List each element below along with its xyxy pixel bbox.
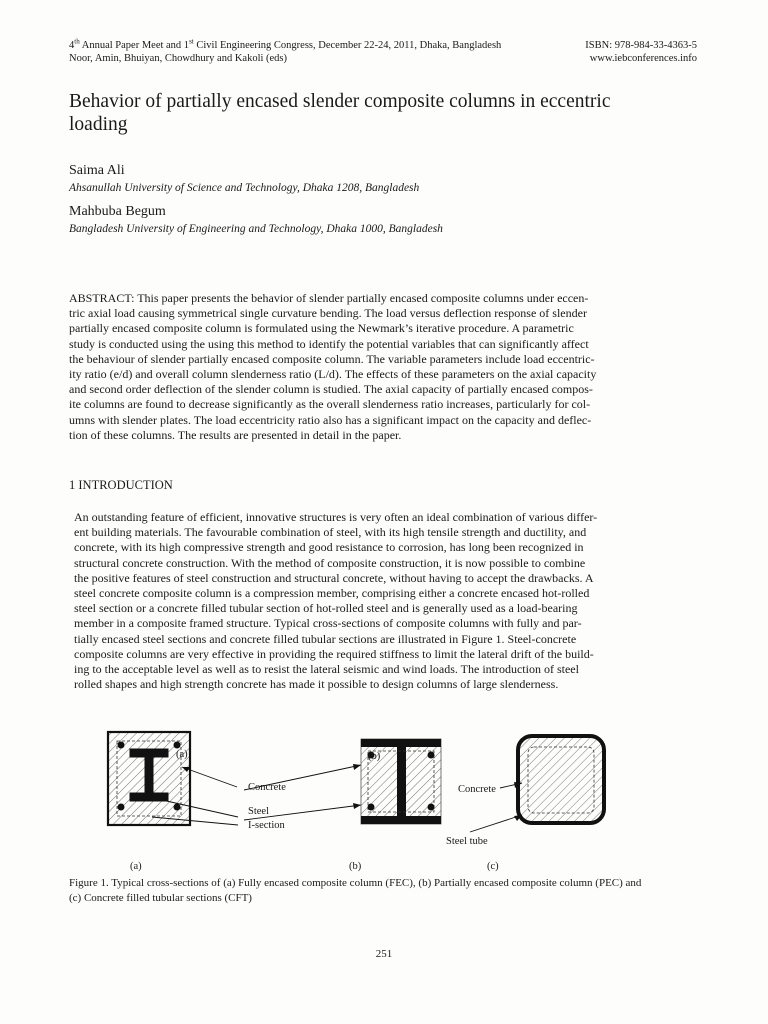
subfigure-c-label: (c) [487,861,499,872]
abstract: ABSTRACT: This paper presents the behavior of slender partially encased composite columns under eccen- tric axial load causing symmetrical single curvature bending. The load versus deflection response of slender partially encased composite column is formulated using the Newmark’s iterative procedure. A parametric study is conducted using the using this method to identify the potential variables that can significantly affect the behaviour of slender partially encased composite column. The variable parameters include load eccentric- ity ratio (e/d) and overall column slenderness ratio (L/d). The effects of these parameters on the axial capacity and second order deflection of the slender column is studied. The axial capacity of partially encased compos- ite columns are found to decrease significantly as the overall slenderness ratio increases, particularly for col- umns with slender plates. The load eccentricity ratio also has a significant impact on the capacity and deflec- tion of these columns. The results are presented in detail in the paper. [69,291,597,442]
label-i-section: I-section [248,820,285,831]
paper-title: Behavior of partially encased slender composite columns in eccentric loading [69,91,611,135]
subfigure-a-label: (a) [130,861,142,872]
author-affiliation: Ahsanullah University of Science and Technology, Dhaka 1208, Bangladesh [69,182,420,194]
editors: Noor, Amin, Bhuiyan, Chowdhury and Kakoli (eds) [69,53,288,64]
cft-section [518,736,604,823]
website: www.iebconferences.info [589,53,697,64]
author-name: Saima Ali [69,163,125,178]
subfigure-b-label: (b) [349,861,362,872]
isbn: ISBN: 978-984-33-4363-5 [585,40,697,51]
figure-cross-sections [0,725,768,875]
conference-info: 4th Annual Paper Meet and 1st Civil Engineering Congress, December 22-24, 2011, Dhaka, Bangladesh [69,37,502,51]
figure-caption: Figure 1. Typical cross-sections of (a) Fully encased composite column (FEC), (b) Partially encased composite column (PEC) and (c) Concrete filled tubular sections (CFT) [69,877,642,904]
section-heading: 1 INTRODUCTION [69,478,173,492]
label-steel: Steel [248,806,269,817]
page-number: 251 [375,948,393,960]
introduction-body: An outstanding feature of efficient, innovative structures is very often an ideal combination of various differ- ent building materials. The favourable combination of steel, with its high tensile strength and ductility, and concrete, with its high compressive strength and good resistance to corrosion, has long been recognized in structural concrete construction. With the method of composite construction, it is now possible to combine the positive features of steel construction and structural concrete, without having to accept the drawbacks. A steel concrete composite column is a compression member, comprising either a concrete encased hot-rolled steel section or a concrete filled tubular section of hot-rolled steel and is generally used as a load-bearing member in a composite framed structure. Typical cross-sections of composite columns with fully and par- tially encased steel sections and concrete filled tubular sections are illustrated in Figure 1. Steel-concrete composite columns are very effective in providing the required stiffness to limit the lateral drift of the build- ing to the acceptable level as well as to resist the lateral seismic and wind loads. The introduction of steel rolled shapes and high strength concrete has made it possible to design columns of large slenderness. [74,510,598,692]
label-a-inner: (a) [176,749,188,760]
label-concrete-1: Concrete [248,782,286,793]
pec-section [361,739,441,824]
label-b-inner: (b) [368,751,381,762]
label-concrete-2: Concrete [458,784,496,795]
running-header [69,37,697,65]
fec-section [108,732,190,825]
label-steel-tube: Steel tube [446,836,488,847]
author-affiliation: Bangladesh University of Engineering and Technology, Dhaka 1000, Bangladesh [69,223,443,235]
author-name: Mahbuba Begum [69,204,166,219]
